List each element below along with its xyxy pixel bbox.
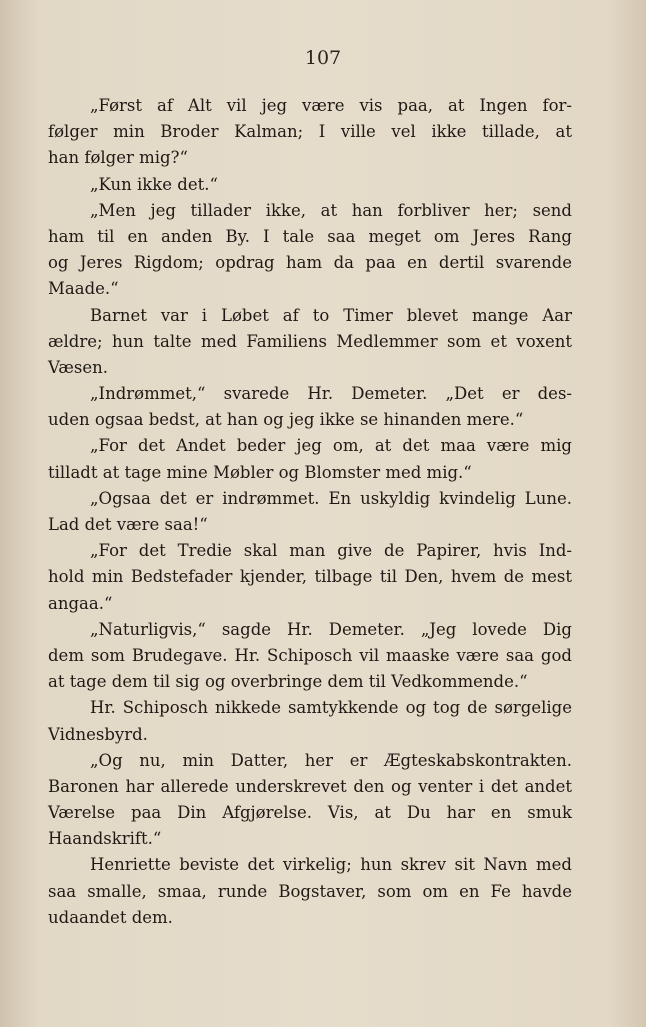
text-line: „Naturligvis,“ sagde Hr. Demeter. „Jeg lovede Dig — [90, 619, 572, 639]
text-line: „Indrømmet,“ svarede Hr. Demeter. „Det er des- — [90, 384, 572, 404]
text-line: Lad det være saa!“ — [48, 515, 208, 534]
text-line: ham til en anden By. I tale saa meget om Jeres Rang — [48, 226, 572, 246]
text-line: „For det Andet beder jeg om, at det maa være mig — [90, 436, 572, 456]
text-line: Haandskrift.“ — [48, 829, 162, 849]
text-line: „Først af Alt vil jeg være vis paa, at Ingen for- — [90, 96, 572, 115]
text-line: udaandet dem. — [48, 907, 173, 927]
text-line: Vidnesbyrd. — [48, 724, 148, 744]
text-line: Baronen har allerede underskrevet den og venter i det andet — [48, 776, 572, 796]
text-line: Maade.“ — [48, 279, 119, 299]
text-line: „For det Tredie skal man give de Papirer, hvis Ind- — [90, 541, 572, 561]
text-line: ældre; hun talte med Familiens Medlemmer som et voxent — [48, 331, 572, 351]
text-line: Væsen. — [48, 357, 109, 377]
text-line: Værelse paa Din Afgjørelse. Vis, at Du har en smuk — [48, 803, 572, 823]
text-line: han følger mig?“ — [48, 148, 188, 168]
text-line: at tage dem til sig og overbringe dem til Vedkommende.“ — [48, 672, 528, 692]
text-line: dem som Brudegave. Hr. Schiposch vil maaske være saa god — [48, 645, 572, 665]
text-line: uden ogsaa bedst, at han og jeg ikke se hinanden mere.“ — [48, 410, 524, 430]
text-line: angaa.“ — [48, 593, 113, 613]
text-line: Henriette beviste det virkelig; hun skrev sit Navn med — [90, 855, 572, 875]
text-line: tilladt at tage mine Møbler og Blomster med mig.“ — [48, 462, 472, 482]
text-line: saa smalle, smaa, runde Bogstaver, som om en Fe havde — [48, 881, 572, 901]
text-line: følger min Broder Kalman; I ville vel ikke tillade, at — [48, 122, 572, 142]
text-line: hold min Bedstefader kjender, tilbage til Den, hvem de mest — [48, 567, 572, 587]
text-line: Hr. Schiposch nikkede samtykkende og tog de sørgelige — [90, 698, 572, 718]
text-line: og Jeres Rigdom; opdrag ham da paa en dertil svarende — [48, 253, 572, 273]
text-line: „Ogsaa det er indrømmet. En uskyldig kvindelig Lune. — [90, 488, 572, 508]
page-number: 107 — [304, 47, 342, 69]
body-text — [48, 93, 572, 931]
text-line: „Kun ikke det.“ — [90, 174, 218, 194]
text-line: „Og nu, min Datter, her er Ægteskabskontrakten. — [90, 750, 572, 770]
text-line: Barnet var i Løbet af to Timer blevet mange Aar — [90, 305, 572, 325]
text-line: „Men jeg tillader ikke, at han forbliver her; send — [90, 200, 572, 220]
